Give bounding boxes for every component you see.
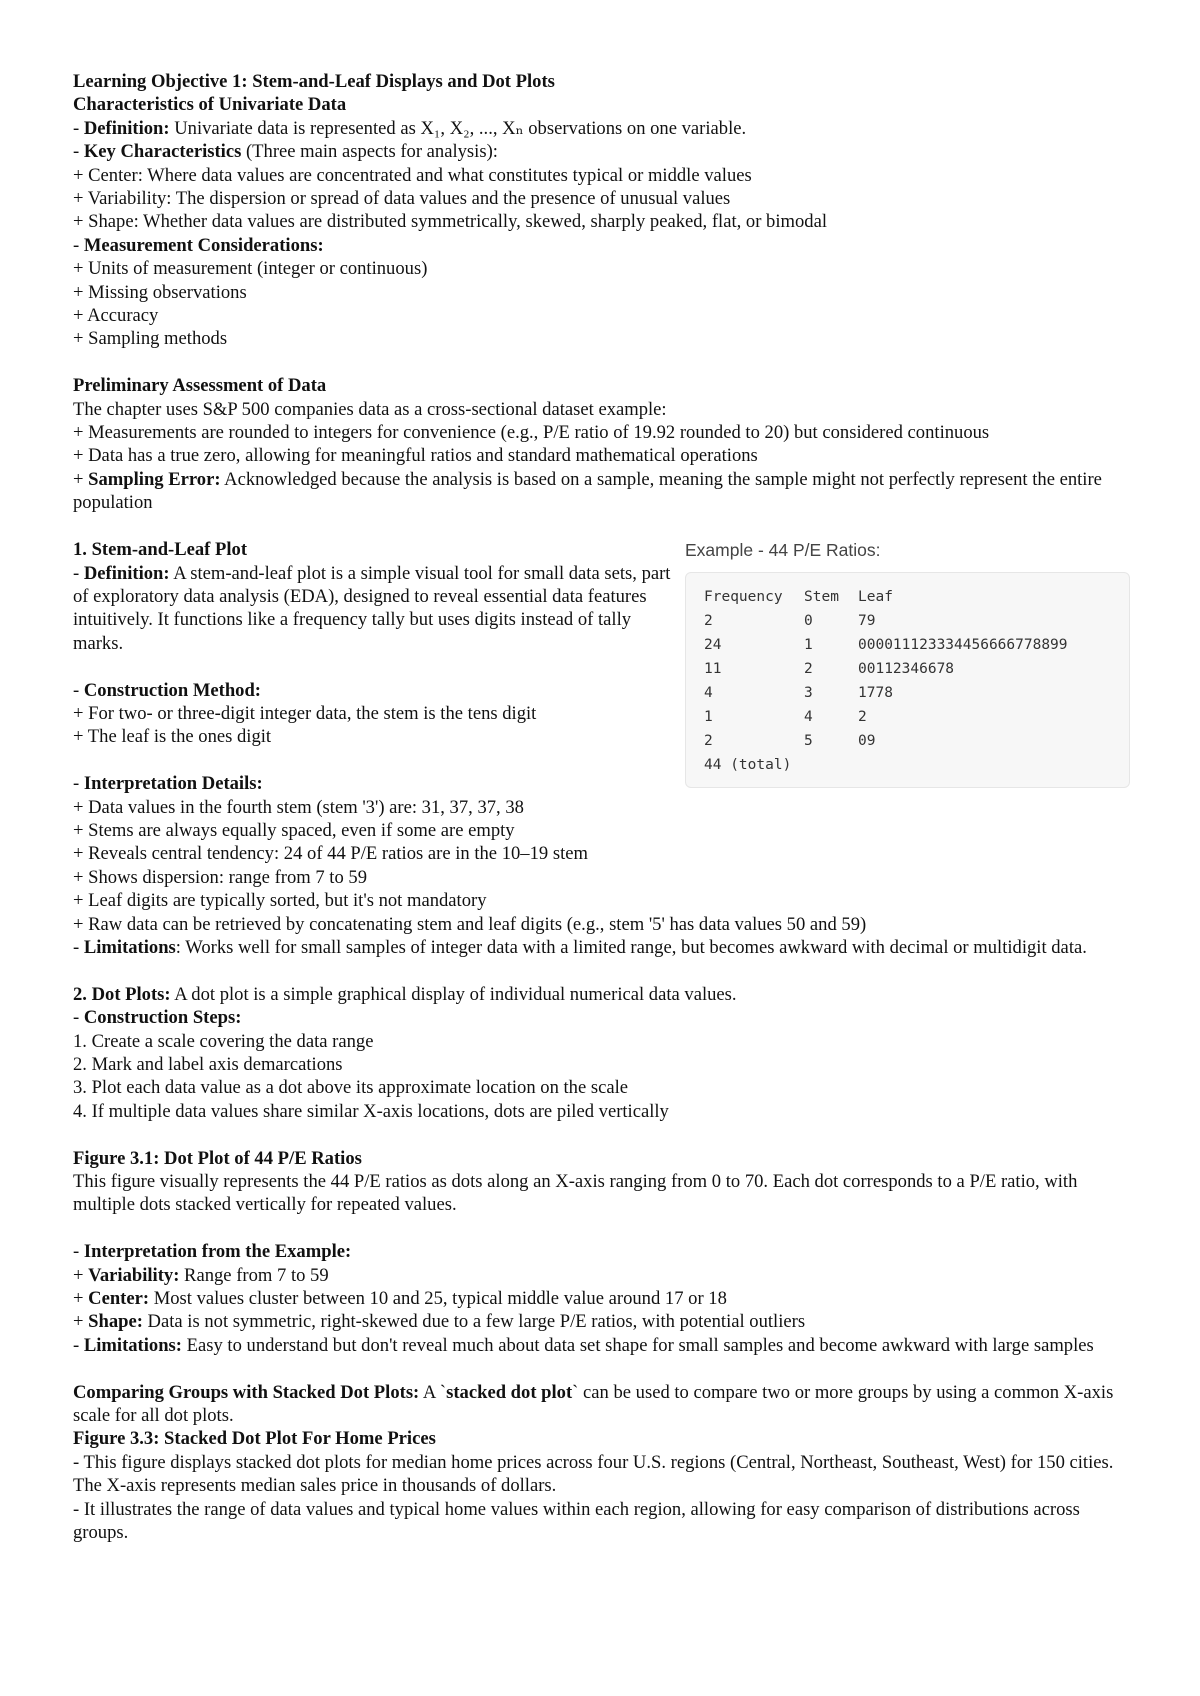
table-row [704,705,1115,729]
example-title: Example - 44 P/E Ratios: [685,540,881,561]
list-item: 1. Create a scale covering the data range [73,1030,374,1052]
list-item: + Variability: The dispersion or spread of data values and the presence of unusual values [73,188,731,210]
list-item: + Sampling methods [73,328,228,350]
list-item: - This figure displays stacked dot plots for median home prices across four U.S. regions (Central, Northeast, Southeast, West) for 150 cities. The X-axis represents median sales price in thousands of dollars. [73,1451,1114,1497]
stem-leaf-section [73,538,1133,795]
table-cell: 00112346678 [858,661,955,678]
list-item: + Units of measurement (integer or continuous) [73,258,428,280]
list-item: + Variability: Range from 7 to 59 [73,1264,329,1286]
measurement-heading: - Measurement Considerations: [73,234,324,256]
table-cell: 5 [804,733,813,750]
table-row [704,681,1115,705]
table-cell: 1 [804,637,813,654]
document-page [73,70,1133,1544]
definition-line: - Definition: Univariate data is represented as X₁, X₂, ..., Xₙ observations on one variable. [73,117,747,139]
table-cell: 11 [704,661,722,678]
list-item: 4. If multiple data values share similar X-axis locations, dots are piled vertically [73,1100,669,1122]
table-cell: 09 [858,733,876,750]
table-cell: 2 [804,661,813,678]
column-header: Leaf [858,589,893,606]
construction-heading: - Construction Method: [73,679,261,701]
list-item: + Data has a true zero, allowing for meaningful ratios and standard mathematical operations [73,445,758,467]
interpretation-heading: - Interpretation Details: [73,773,263,795]
paragraph: The chapter uses S&P 500 companies data as a cross-sectional dataset example: [73,398,667,420]
list-item: + Shows dispersion: range from 7 to 59 [73,866,368,888]
list-item: 2. Mark and label axis demarcations [73,1053,343,1075]
list-item: + Shape: Whether data values are distributed symmetrically, skewed, sharply peaked, flat, or bimodal [73,211,827,233]
section-subtitle: Characteristics of Univariate Data [73,94,347,116]
column-header: Stem [804,589,839,606]
section-title: Preliminary Assessment of Data [73,375,327,397]
list-item: + For two- or three-digit integer data, the stem is the tens digit [73,702,537,724]
table-cell: 24 [704,637,722,654]
table-cell: 2 [704,733,713,750]
key-characteristics-line: - Key Characteristics (Three main aspects for analysis): [73,141,498,163]
table-total [704,753,1115,777]
table-cell: 4 [804,709,813,726]
paragraph: This figure visually represents the 44 P/E ratios as dots along an X-axis ranging from 0 to 70. Each dot corresponds to a P/E ratio, with multiple dots stacked vertically for repeated values. [73,1171,1078,1216]
column-header: Frequency [704,589,783,606]
table-cell: 1 [704,709,713,726]
stem-leaf-table [685,572,1130,788]
example-box [685,538,1130,788]
list-item: + Stems are always equally spaced, even if some are empty [73,819,515,841]
list-item: + Missing observations [73,281,247,303]
table-row [704,729,1115,753]
list-item: + Shape: Data is not symmetric, right-skewed due to a few large P/E ratios, with potential outliers [73,1311,806,1333]
limitations-item: - Limitations: Works well for small samples of integer data with a limited range, but becomes awkward with decimal or multidigit data. [73,936,1087,958]
table-cell: 3 [804,685,813,702]
interpretation-heading: - Interpretation from the Example: [73,1241,352,1263]
table-cell: 2 [704,613,713,630]
table-cell: 44 (total) [704,757,792,774]
list-item: + Leaf digits are typically sorted, but it's not mandatory [73,890,487,912]
list-item: + Center: Where data values are concentrated and what constitutes typical or middle values [73,164,752,186]
definition-paragraph: - Definition: A stem-and-leaf plot is a simple visual tool for small data sets, part of exploratory data analysis (EDA), designed to reveal essential data features intuitively. It functions like a frequency tally but uses digits instead of tally marks. [73,562,671,654]
list-item: + The leaf is the ones digit [73,726,272,748]
sampling-error-item: + Sampling Error: Acknowledged because the analysis is based on a sample, meaning the sample might not perfectly represent the entire population [73,468,1102,514]
list-item: + Reveals central tendency: 24 of 44 P/E ratios are in the 10–19 stem [73,843,588,865]
table-cell: 0 [804,613,813,630]
list-item: + Accuracy [73,305,159,327]
table-row [704,609,1115,633]
list-item: 3. Plot each data value as a dot above its approximate location on the scale [73,1077,629,1099]
table-cell: 79 [858,613,876,630]
figure-title: Figure 3.1: Dot Plot of 44 P/E Ratios [73,1147,362,1169]
section-title: Learning Objective 1: Stem-and-Leaf Displays and Dot Plots [73,71,555,92]
list-item: + Center: Most values cluster between 10 and 25, typical middle value around 17 or 18 [73,1288,727,1310]
list-item: + Raw data can be retrieved by concatenating stem and leaf digits (e.g., stem '5' has data values 50 and 59) [73,913,867,935]
comparing-groups-paragraph: Comparing Groups with Stacked Dot Plots: A `stacked dot plot` can be used to compare two or more groups by using a common X-axis scale for all dot plots. [73,1381,1114,1427]
table-header [704,585,1115,609]
figure-title: Figure 3.3: Stacked Dot Plot For Home Prices [73,1428,436,1450]
table-row [704,657,1115,681]
list-item: - It illustrates the range of data values and typical home values within each region, allowing for easy comparison of distributions across groups. [73,1498,1080,1544]
table-cell: 1778 [858,685,893,702]
table-cell: 000011123334456666778899 [858,637,1068,654]
list-item: + Data values in the fourth stem (stem '3') are: 31, 37, 37, 38 [73,796,524,818]
limitations-item: - Limitations: Easy to understand but don't reveal much about data set shape for small samples and become awkward with large samples [73,1334,1094,1356]
list-item: + Measurements are rounded to integers for convenience (e.g., P/E ratio of 19.92 rounded to 20) but considered continuous [73,422,990,444]
table-cell: 4 [704,685,713,702]
section-title: 2. Dot Plots: A dot plot is a simple graphical display of individual numerical data values. [73,983,737,1005]
construction-steps-heading: - Construction Steps: [73,1007,242,1029]
table-row [704,633,1115,657]
section-title: 1. Stem-and-Leaf Plot [73,539,248,561]
table-cell: 2 [858,709,867,726]
